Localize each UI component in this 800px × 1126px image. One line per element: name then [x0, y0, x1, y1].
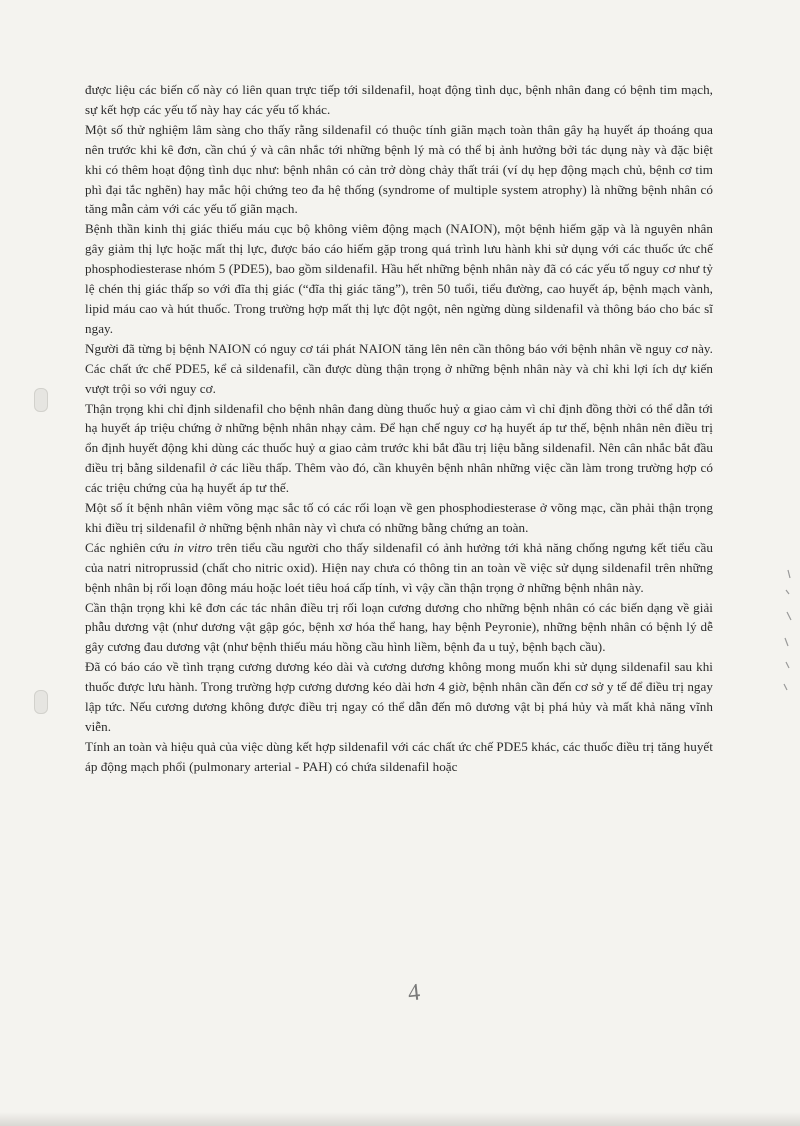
paragraph: Bệnh thần kinh thị giác thiếu máu cục bộ không viêm động mạch (NAION), một bệnh hiếm gặp và là nguyên nhân gây giảm thị lực hoặc mất thị lực, được báo cáo hiếm gặp trong quá trình lưu hành khi sử dụng với các thuốc ức chế phosphodiesterase nhóm 5 (PDE5), bao gồm sildenafil. Hầu hết những bệnh nhân này đã có các yếu tố nguy cơ như tỷ lệ chén thị giác thấp so với đĩa thị giác (“đĩa thị giác tăng”), trên 50 tuổi, tiểu đường, cao huyết áp, bệnh mạch vành, lipid máu cao và hút thuốc. Trong trường hợp mất thị lực đột ngột, nên ngừng dùng sildenafil và thông báo cho bác sĩ ngay.	[85, 221, 713, 336]
italic-term: in vitro	[173, 539, 213, 555]
paragraph: Cần thận trọng khi kê đơn các tác nhân điều trị rối loạn cương dương cho những bệnh nhân có các biến dạng về giải phẫu dương vật (như dương vật gập góc, bệnh xơ hóa thể hang, hay bệnh Peyronie), những bệnh nhân có bệnh lý dễ gây cương đau dương vật (như bệnh thiếu máu hồng cầu hình liềm, bệnh đa u tuỷ, bệnh bạch cầu).	[85, 599, 713, 655]
paragraph-text: trên tiểu cầu người cho thấy sildenafil có ảnh hưởng tới khả năng chống ngưng kết tiểu cầu của natri nitroprussid (chất cho nitric oxid). Hiện nay chưa có thông tin an toàn về việc sử dụng sildenafil trên những bệnh nhân bị rối loạn đông máu hoặc loét tiêu hoá cấp tính, vì vậy cần thận trọng ở những bệnh nhân này.	[85, 539, 713, 595]
paragraph: Thận trọng khi chỉ định sildenafil cho bệnh nhân đang dùng thuốc huỷ α giao cảm vì chỉ định đồng thời có thể dẫn tới hạ huyết áp triệu chứng ở những bệnh nhân nhạy cảm. Để hạn chế nguy cơ hạ huyết áp tư thế, bệnh nhân nên điều trị ổn định huyết động khi dùng các thuốc huỷ α giao cảm trước khi bắt đầu trị liệu bằng sildenafil. Nên cân nhắc bắt đầu điều trị bằng sildenafil ở các liều thấp. Thêm vào đó, cần khuyên bệnh nhân những việc cần làm trong trường hợp có các triệu chứng của hạ huyết áp tư thế.	[85, 400, 713, 496]
punch-hole	[34, 690, 48, 714]
paragraph-text: Các nghiên cứu	[85, 539, 174, 555]
margin-scan-mark	[774, 550, 798, 710]
paragraph: Tính an toàn và hiệu quả của việc dùng kết hợp sildenafil với các chất ức chế PDE5 khác, các thuốc điều trị tăng huyết áp động mạch phổi (pulmonary arterial - PAH) có chứa sildenafil hoặc	[85, 738, 713, 774]
paragraph	[85, 538, 713, 598]
punch-hole	[34, 388, 48, 412]
paragraph: được liệu các biến cố này có liên quan trực tiếp tới sildenafil, hoạt động tình dục, bệnh nhân đang có bệnh tim mạch, sự kết hợp các yếu tố này hay các yếu tố khác.	[85, 82, 713, 117]
scan-bottom-edge	[0, 1112, 800, 1126]
paragraph: Người đã từng bị bệnh NAION có nguy cơ tái phát NAION tăng lên nên cần thông báo với bệnh nhân về nguy cơ này. Các chất ức chế PDE5, kể cả sildenafil, cần được dùng thận trọng ở những bệnh nhân này và chỉ khi lợi ích dự kiến vượt trội so với nguy cơ.	[85, 340, 713, 396]
document-body	[85, 80, 713, 777]
handwritten-page-number: 4	[406, 979, 422, 1007]
paragraph: Đã có báo cáo về tình trạng cương dương kéo dài và cương dương không mong muốn khi sử dụng sildenafil sau khi thuốc được lưu hành. Trong trường hợp cương dương kéo dài hơn 4 giờ, bệnh nhân cần đến cơ sở y tế để điều trị ngay lập tức. Nếu cương dương không được điều trị ngay có thể dẫn đến mô dương vật bị phá hủy và mất khả năng vĩnh viễn.	[85, 659, 713, 734]
paragraph: Một số ít bệnh nhân viêm võng mạc sắc tố có các rối loạn về gen phosphodiesterase ở võng mạc, cần phải thận trọng khi điều trị sildenafil ở những bệnh nhân này vì chưa có những bằng chứng an toàn.	[85, 500, 713, 535]
paragraph: Một số thử nghiệm lâm sàng cho thấy rằng sildenafil có thuộc tính giãn mạch toàn thân gây hạ huyết áp thoáng qua nên trước khi kê đơn, cần chú ý và cân nhắc tới những bệnh lý mà có thể bị ảnh hưởng bởi tác dụng này và đặc biệt khi có thêm hoạt động tình dục như: bệnh nhân có cản trở dòng chảy thất trái (ví dụ hẹp động mạch chủ, bệnh cơ tim phì đại tắc nghẽn) hay mắc hội chứng teo đa hệ thống (syndrome of multiple system atrophy) là những bệnh nhân có tăng mẫn cảm với các yếu tố giãn mạch.	[85, 121, 713, 217]
